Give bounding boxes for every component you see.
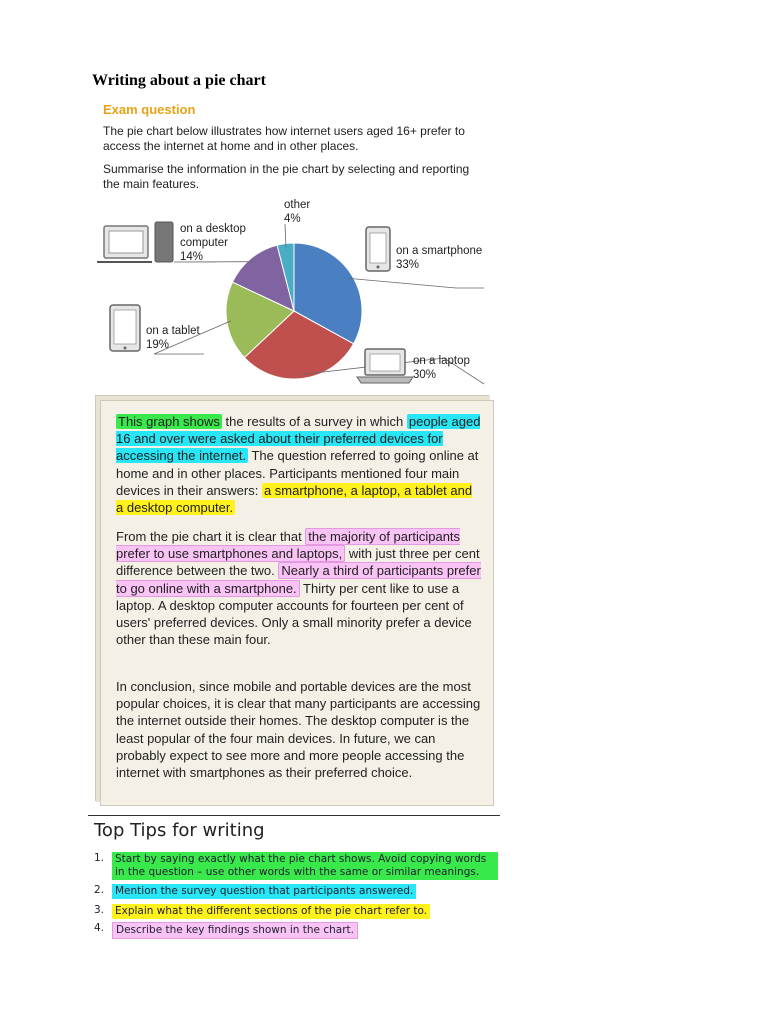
tip-number: 2. <box>94 884 105 896</box>
highlight-graph-shows: This graph shows <box>118 414 220 429</box>
pie-chart <box>94 96 496 396</box>
tablet-icon <box>110 305 140 351</box>
essay-paragraph-3: In conclusion, since mobile and portable devices are the most popular choices, it is clear that many participants are accessing the internet outside their homes. The desktop computer is the least popular of the four main devices. In future, we can probably expect to see more and more people accessing the internet with smartphones as their preferred choice. <box>116 679 481 781</box>
pie-label-text: 4% <box>284 213 301 225</box>
highlight-survey-question: people aged 16 and over were asked about their preferred devices for accessing the internet. <box>116 414 481 464</box>
pie-label-text: on a smartphone <box>396 245 483 257</box>
pie-slices <box>226 243 362 379</box>
tip-number: 4. <box>94 922 105 934</box>
tip-item-3 <box>94 904 430 919</box>
tip-number: 1. <box>94 852 105 864</box>
highlight-smartphone-third: Nearly a third of participants prefer to go online with a smartphone. <box>116 563 481 596</box>
exam-heading: Exam question <box>103 102 196 117</box>
tip-text: Explain what the different sections of the pie chart refer to. <box>112 904 430 919</box>
pie-label-text: 30% <box>413 369 437 381</box>
essay-text: Thirty per cent like to use a laptop. A desktop computer accounts for fourteen per cent of users' preferred devices. Only a small minority prefer a device other than these main four. <box>116 580 472 648</box>
pie-label-text: 33% <box>396 259 420 271</box>
essay-paragraph-1 <box>116 413 481 516</box>
laptop-icon <box>357 349 413 383</box>
desktop-computer-icon <box>97 222 173 262</box>
tip-item-2 <box>94 884 416 899</box>
essay-text: the results of a survey in which <box>221 414 407 429</box>
tip-item-1 <box>94 852 498 880</box>
tips-divider <box>88 815 500 816</box>
essay-text: The question referred to going online at home and in other places. Participants mentioned four main devices in their answers: <box>116 448 479 498</box>
page-title: Writing about a pie chart <box>92 72 266 89</box>
pie-label-text: on a laptop <box>413 355 470 367</box>
leader-line <box>349 278 484 288</box>
pie-label-text: on a tablet <box>146 325 200 337</box>
tip-text: Describe the key findings shown in the chart. <box>112 922 358 939</box>
model-answer-panel <box>100 400 494 806</box>
exam-question-panel <box>94 96 496 396</box>
essay-paragraph-2 <box>116 528 481 648</box>
pie-label-text: other <box>284 199 311 211</box>
essay-text: From the pie chart it is clear that <box>116 529 306 544</box>
smartphone-icon <box>366 227 390 271</box>
tip-text: Mention the survey question that participants answered. <box>112 884 416 899</box>
tip-item-4 <box>94 922 358 939</box>
highlight-majority: the majority of participants prefer to use smartphones and laptops, <box>116 529 461 562</box>
tip-number: 3. <box>94 904 105 916</box>
essay-text: with just three per cent difference between the two. <box>116 546 480 579</box>
pie-label-text: computer <box>180 237 228 249</box>
tips-title: Top Tips for writing <box>94 820 265 841</box>
highlight-devices: a smartphone, a laptop, a tablet and a desktop computer. <box>116 482 473 516</box>
tip-text: Start by saying exactly what the pie chart shows. Avoid copying words in the question – use other words with the same or similar meanings. <box>112 852 498 880</box>
pie-label-text: on a desktop <box>180 223 246 235</box>
exam-paragraph-2: Summarise the information in the pie chart by selecting and reporting the main features. <box>103 162 470 191</box>
pie-label-text: 14% <box>180 251 204 263</box>
exam-paragraph-1: The pie chart below illustrates how internet users aged 16+ prefer to access the internet at home and in other places. <box>103 124 465 153</box>
pie-label-text: 19% <box>146 339 170 351</box>
